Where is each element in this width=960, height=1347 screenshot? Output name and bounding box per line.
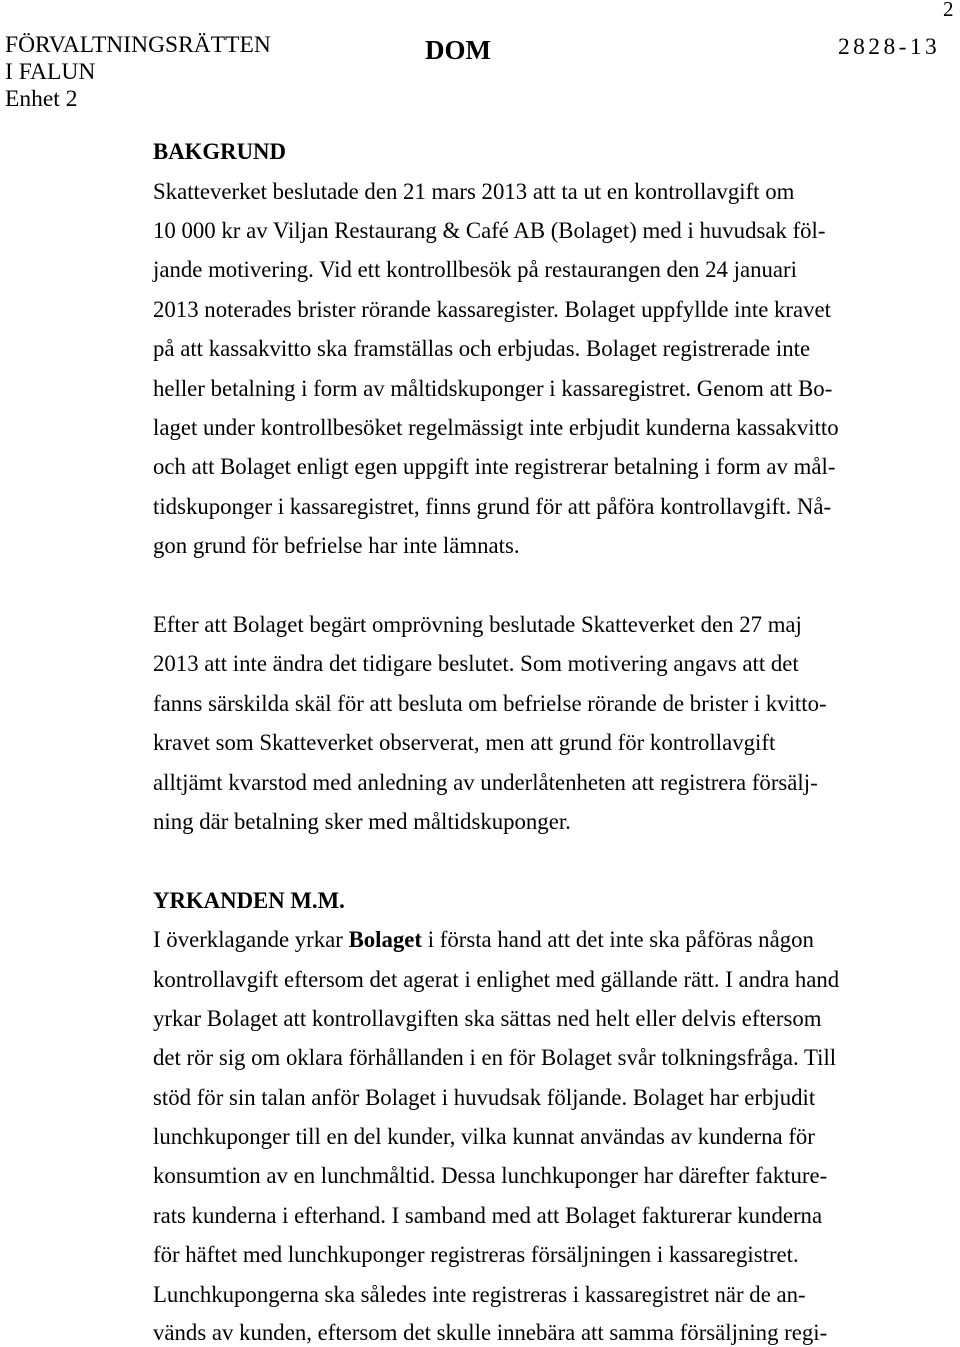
text-line: för häftet med lunchkuponger registreras försäljningen i kassaregistret. <box>153 1242 799 1268</box>
text-line: 2013 att inte ändra det tidigare beslutet. Som motivering angavs att det <box>153 651 799 677</box>
text-line <box>153 920 913 959</box>
bakgrund-paragraph-2 <box>153 605 913 841</box>
text-line: Lunchkupongerna ska således inte registreras i kassaregistret när de an- <box>153 1281 806 1307</box>
text-line: 2013 noterades brister rörande kassaregister. Bolaget uppfyllde inte kravet <box>153 296 831 322</box>
bakgrund-paragraph-1 <box>153 172 913 566</box>
text-line: lunchkuponger till en del kunder, vilka kunnat användas av kunderna för <box>153 1124 815 1150</box>
text-line: heller betalning i form av måltidskuponger i kassaregistret. Genom att Bo- <box>153 375 833 401</box>
text-line: kravet som Skatteverket observerat, men att grund för kontrollavgift <box>153 730 776 756</box>
text-line: jande motivering. Vid ett kontrollbesök på restaurangen den 24 januari <box>153 257 797 283</box>
text-line: och att Bolaget enligt egen uppgift inte registrerar betalning i form av mål- <box>153 454 836 480</box>
text-line: Skatteverket beslutade den 21 mars 2013 att ta ut en kontrollavgift om <box>153 178 795 204</box>
section-heading-bakgrund: BAKGRUND <box>153 139 286 165</box>
court-name-line1: FÖRVALTNINGSRÄTTEN <box>5 32 271 58</box>
document-type: DOM <box>425 35 491 65</box>
text-line: vänds av kunden, eftersom det skulle innebära att samma försäljning regi- <box>153 1320 828 1346</box>
party-name-bold: Bolaget <box>348 927 423 953</box>
text-line: kontrollavgift eftersom det agerat i enlighet med gällande rätt. I andra hand <box>153 966 840 992</box>
text-line: stöd för sin talan anför Bolaget i huvudsak följande. Bolaget har erbjudit <box>153 1084 816 1110</box>
text-fragment: I överklagande yrkar <box>153 927 349 953</box>
text-line: Efter att Bolaget begärt omprövning beslutade Skatteverket den 27 maj <box>153 611 802 637</box>
text-fragment: i första hand att det inte ska påföras någon <box>422 927 814 953</box>
text-line: på att kassakvitto ska framställas och erbjudas. Bolaget registrerade inte <box>153 336 811 362</box>
text-line: ning där betalning sker med måltidskuponger. <box>153 808 571 834</box>
text-line: tidskuponger i kassaregistret, finns grund för att påföra kontrollavgift. Nå- <box>153 493 832 519</box>
text-line: alltjämt kvarstod med anledning av underlåtenheten att registrera försälj- <box>153 769 818 795</box>
text-line: det rör sig om oklara förhållanden i en för Bolaget svår tolkningsfråga. Till <box>153 1045 837 1071</box>
case-number: 2828-13 <box>838 33 941 60</box>
text-line: fanns särskilda skäl för att besluta om befrielse rörande de brister i kvitto- <box>153 690 827 716</box>
text-line: 10 000 kr av Viljan Restaurang & Café AB (Bolaget) med i huvudsak föl- <box>153 218 826 244</box>
yrkanden-paragraph <box>153 920 913 1346</box>
page-number: 2 <box>943 0 954 21</box>
text-line: laget under kontrollbesöket regelmässigt inte erbjudit kunderna kassakvitto <box>153 415 839 441</box>
text-line: yrkar Bolaget att kontrollavgiften ska sättas ned helt eller delvis eftersom <box>153 1005 822 1031</box>
text-line: gon grund för befrielse har inte lämnats. <box>153 533 520 559</box>
court-unit: Enhet 2 <box>5 86 78 112</box>
court-header <box>5 32 271 113</box>
court-name-line2: I FALUN <box>5 59 96 85</box>
section-heading-yrkanden: YRKANDEN M.M. <box>153 887 345 913</box>
text-line: rats kunderna i efterhand. I samband med att Bolaget fakturerar kunderna <box>153 1202 823 1228</box>
text-line: konsumtion av en lunchmåltid. Dessa lunchkuponger har därefter fakture- <box>153 1163 828 1189</box>
document-body <box>153 132 913 1346</box>
